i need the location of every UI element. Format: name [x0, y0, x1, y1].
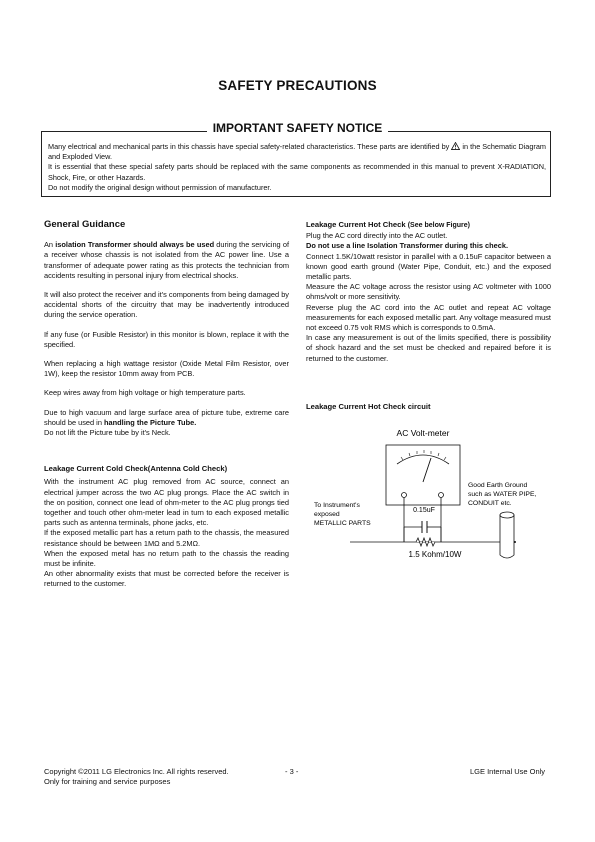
hot-check-paragraph-4: Measure the AC voltage across the resistor using AC voltmeter with 1000 ohms/volt or more sensitivity.: [306, 282, 551, 302]
general-guidance-heading: General Guidance: [44, 219, 126, 230]
resistor-label: 1.5 Kohm/10W: [408, 550, 462, 559]
right-column: [306, 220, 551, 412]
earth-label-3: CONDUIT etc.: [468, 500, 512, 507]
earth-label-1: Good Earth Ground: [468, 482, 528, 489]
circuit-heading: Leakage Current Hot Check circuit: [306, 401, 431, 411]
hot-check-paragraph-2: Do not use a line Isolation Transformer during this check.: [306, 241, 509, 251]
guidance-paragraph-2: It will also protect the receiver and it's components from being damaged by accidental shorts of the circuitry that may be inadvertently introduced during the service operation.: [44, 290, 289, 320]
guidance-paragraph-6b: Do not lift the Picture tube by it's Neck.: [44, 428, 171, 438]
capacitor-icon: [422, 521, 427, 533]
ground-connection-dot: [514, 541, 516, 543]
notice-line-3: Do not modify the original design without permission of manufacturer.: [48, 182, 272, 192]
training-note: Only for training and service purposes: [44, 776, 171, 786]
instrument-label-1: To Instrument's: [314, 502, 360, 509]
voltmeter-label: AC Volt-meter: [396, 428, 450, 438]
copyright-text: Copyright ©2011 LG Electronics Inc. All rights reserved.: [44, 767, 229, 776]
guidance-paragraph-3: If any fuse (or Fusible Resistor) in this monitor is blown, replace it with the specified.: [44, 329, 289, 349]
earth-label-2: such as WATER PIPE,: [468, 491, 537, 498]
cold-check-paragraph-4: An other abnormality exists that must be corrected before the receiver is returned to the customer.: [44, 569, 289, 589]
cold-check-paragraph-2: If the exposed metallic part has a return path to the chassis, the measured resistance should be between 1MΩ and 5.2MΩ.: [44, 528, 289, 548]
notice-heading: IMPORTANT SAFETY NOTICE: [0, 119, 595, 137]
page-title: SAFETY PRECAUTIONS: [218, 78, 377, 93]
cold-check-paragraph-1: With the instrument AC plug removed from AC source, connect an electrical jumper across the two AC plug prongs. Place the AC switch in the on position, connect one lead of ohm-meter to the AC plug prongs tied together and touch other ohm-meter lead in turn to each exposed metallic parts such as antenna terminals, phone jacks, etc.: [44, 477, 289, 528]
warning-triangle-icon: [451, 142, 460, 150]
resistor-icon: [416, 538, 435, 546]
guidance-paragraph-5: Keep wires away from high voltage or high temperature parts.: [44, 388, 246, 398]
guidance-paragraph-1: An isolation Transformer should always be used during the servicing of a receiver whose chassis is not isolated from the AC power line. Use a transformer of adequate power rating as this protects the technician from accidents resulting in personal injury from electrical shocks.: [44, 240, 290, 280]
cold-check-heading: Leakage Current Cold Check(Antenna Cold Check): [44, 464, 228, 474]
notice-line-2: It is essential that these special safety parts should be replaced with the same components as recommended in this manual to prevent X-RADIATION, Shock, Fire, or other Hazards.: [48, 162, 546, 182]
hot-check-paragraph-1: Plug the AC cord directly into the AC outlet.: [306, 231, 448, 241]
earth-pipe-icon: [500, 512, 514, 558]
footer-left: [44, 767, 229, 786]
hot-check-heading: Leakage Current Hot Check (See below Figure): [306, 220, 470, 229]
internal-use-note: LGE Internal Use Only: [470, 767, 546, 776]
capacitor-label: 0.15uF: [413, 507, 435, 514]
hot-check-paragraph-6: In case any measurement is out of the limits specified, there is possibility of shock hazard and the set must be checked and repaired before it is returned to the customer.: [306, 333, 551, 363]
guidance-paragraph-4: When replacing a high wattage resistor (Oxide Metal Film Resistor, over 1W), keep the resistor 10mm away from PCB.: [44, 359, 289, 379]
voltmeter-icon: [386, 445, 460, 505]
hot-check-paragraph-5: Reverse plug the AC cord into the AC outlet and repeat AC voltage measurements for each exposed metallic part. Any voltage measured must not exceed 0.75 volt RMS which is corresponds to 0.5mA.: [306, 302, 551, 333]
instrument-label-3: METALLIC PARTS: [314, 520, 371, 527]
hot-check-paragraph-3: Connect 1.5K/10watt resistor in parallel with a 0.15uF capacitor between a known good earth ground (Water Pipe, Conduit, etc.) and the exposed metallic parts.: [306, 251, 551, 282]
notice-line-1: Many electrical and mechanical parts in this chassis have special safety-related characteristics. These parts are identified by in the Schematic Diagram and Exploded View.: [48, 142, 546, 162]
page-number: - 3 -: [285, 767, 299, 776]
cold-check-paragraph-3: When the exposed metal has no return path to the chassis the reading must be infinite.: [44, 548, 289, 569]
guidance-paragraph-6: Due to high vacuum and large surface area of picture tube, extreme care should be used in handling the Picture Tube.: [44, 407, 289, 427]
left-column: [44, 220, 289, 590]
hot-check-circuit-diagram: [300, 420, 560, 570]
instrument-label-2: exposed: [314, 511, 340, 518]
notice-text: [48, 142, 546, 193]
